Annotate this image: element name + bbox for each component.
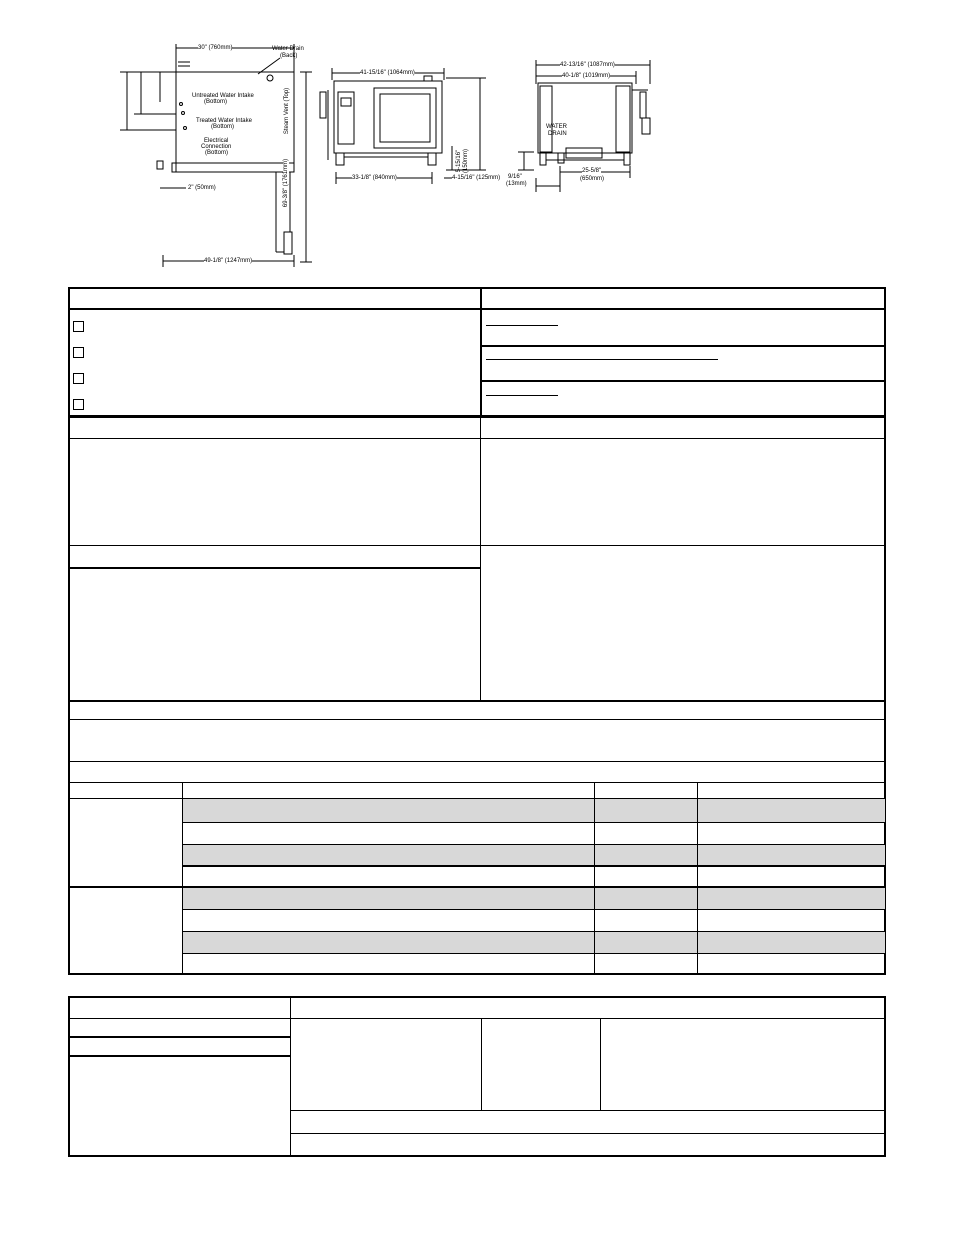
front-dim-offset: 4-15/16" (125mm) — [452, 175, 501, 181]
side-dim-feet: 25-5/8" — [582, 168, 602, 174]
drawing-area — [0, 0, 954, 280]
electrical-sub2: (Bottom) — [205, 150, 229, 156]
front-dim-leg-mm: (150mm) — [463, 148, 470, 174]
spec-form-top — [68, 287, 886, 417]
spec-form-middle — [68, 416, 886, 702]
side-dim-small: 9/16" — [508, 174, 522, 180]
field-underline — [486, 359, 718, 360]
dim-2in: 2" (50mm) — [188, 185, 216, 191]
rule — [68, 1018, 886, 1019]
water-drain-label: Water Drain — [272, 46, 304, 52]
side-water-drain: WATER — [546, 124, 567, 130]
rule — [182, 782, 183, 975]
rule — [183, 844, 886, 845]
rule — [68, 719, 886, 720]
rule — [697, 782, 698, 975]
table-row — [183, 887, 885, 909]
front-dim-width: 41-15/16" (1064mm) — [360, 70, 415, 76]
side-dim-inner: 40-1/8" (1019mm) — [562, 73, 611, 79]
rule — [68, 886, 886, 888]
field-underline — [486, 395, 558, 396]
front-view-drawing — [320, 68, 501, 184]
rule — [183, 931, 886, 932]
option-checkbox-3[interactable] — [73, 373, 84, 384]
option-checkbox-4[interactable] — [73, 399, 84, 410]
rule — [68, 1036, 291, 1038]
rule — [183, 865, 886, 867]
rule — [290, 1110, 886, 1111]
treated-intake-label: Treated Water Intake — [196, 118, 252, 124]
rule — [68, 761, 886, 762]
steam-vent-label: Steam Vent (Top) — [284, 87, 291, 135]
rule — [600, 1018, 601, 1110]
rule — [68, 438, 886, 439]
electrical-label: Electrical — [204, 138, 229, 144]
rule — [68, 308, 886, 310]
table-row — [183, 844, 885, 865]
rule — [68, 545, 886, 546]
front-dim-base: 33-1/8" (840mm) — [352, 175, 397, 181]
untreated-intake-label: Untreated Water Intake — [192, 93, 254, 99]
rule — [183, 953, 886, 954]
untreated-intake-sub: (Bottom) — [204, 99, 228, 105]
water-drain-sub: (Back) — [280, 53, 298, 59]
rule — [480, 287, 482, 417]
option-checkbox-1[interactable] — [73, 321, 84, 332]
table-row — [183, 799, 885, 822]
treated-intake-sub: (Bottom) — [211, 124, 235, 130]
side-water-drain-2: DRAIN — [548, 131, 567, 137]
electrical-sub1: Connection — [201, 144, 232, 150]
rule — [68, 1055, 291, 1057]
rule — [480, 345, 886, 347]
rule — [480, 380, 886, 382]
side-dim-outer: 42-13/16" (1087mm) — [560, 62, 615, 68]
rule — [68, 567, 481, 569]
side-dim-feet-mm: (650mm) — [580, 176, 605, 182]
rule — [68, 782, 886, 783]
rule — [481, 1018, 482, 1110]
height-dim: 69-3/8" (1761mm) — [283, 158, 290, 208]
rule — [480, 416, 481, 702]
table-row — [183, 931, 885, 953]
rule — [183, 909, 886, 910]
rule — [594, 782, 595, 975]
rule — [183, 822, 886, 823]
dim-depth-open: 49-1/8" (1247mm) — [204, 258, 253, 264]
rule — [290, 1133, 886, 1134]
front-dim-leg: 5-15/16" — [456, 149, 463, 173]
side-dim-small-mm: (13mm) — [506, 181, 527, 187]
field-underline — [486, 325, 558, 326]
dim-width-top: 30" (760mm) — [198, 45, 233, 51]
option-checkbox-2[interactable] — [73, 347, 84, 358]
